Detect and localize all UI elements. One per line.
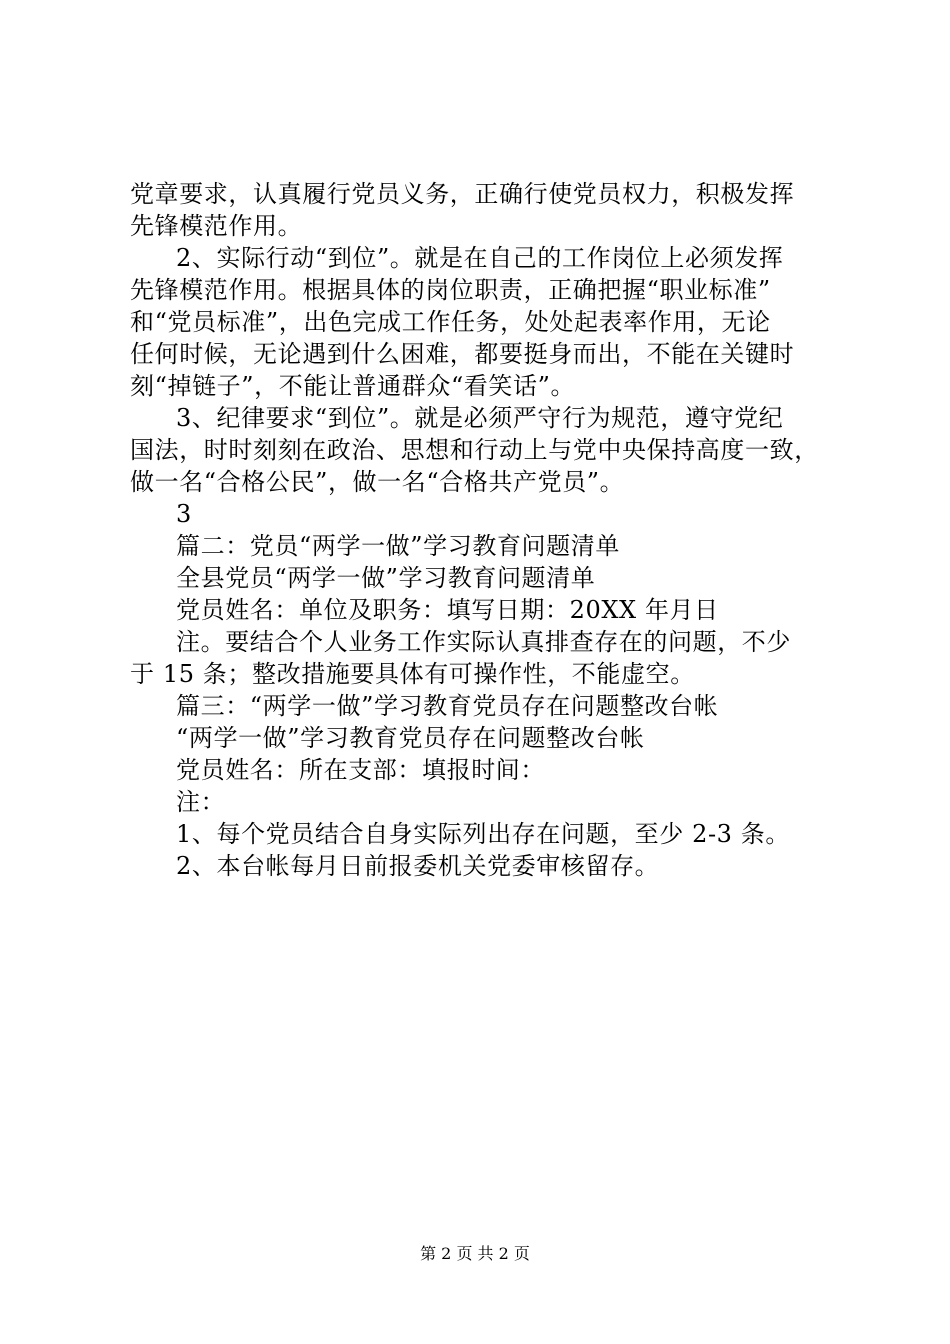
text-line: “两学一做”学习教育党员存在问题整改台帐 [176,724,645,752]
text-line: 2、本台帐每月日前报委机关党委审核留存。 [176,852,660,880]
text-line: 党章要求，认真履行党员义务，正确行使党员权力，积极发挥 [130,180,795,208]
text-line: 注。要结合个人业务工作实际认真排查存在的问题，不少 [176,628,791,656]
text-line: 3、纪律要求“到位”。就是必须严守行为规范，遵守党纪 [176,404,784,432]
section-heading: 篇三：“两学一做”学习教育党员存在问题整改台帐 [176,692,719,720]
text-line: 和“党员标准”，出色完成工作任务，处处起表率作用，无论 [130,308,771,336]
text-line: 2、实际行动“到位”。就是在自己的工作岗位上必须发挥 [176,244,784,272]
text-line: 1、每个党员结合自身实际列出存在问题，至少 2-3 条。 [176,820,790,848]
page-number-marker: 3 [176,500,192,528]
text-line: 党员姓名：所在支部：填报时间： [176,756,545,784]
text-line: 注： [176,788,226,816]
text-line: 于 15 条；整改措施要具体有可操作性，不能虚空。 [130,660,695,688]
text-line: 做一名“合格公民”，做一名“合格共产党员”。 [130,468,625,496]
text-line: 全县党员“两学一做”学习教育问题清单 [176,564,596,592]
text-line: 刻“掉链子”，不能让普通群众“看笑话”。 [130,372,576,400]
section-heading: 篇二：党员“两学一做”学习教育问题清单 [176,532,620,560]
text-line: 先锋模范作用。 [130,212,303,240]
text-line: 国法，时时刻刻在政治、思想和行动上与党中央保持高度一致， [130,436,819,464]
text-line: 先锋模范作用。根据具体的岗位职责，正确把握“职业标准” [130,276,771,304]
text-line: 党员姓名：单位及职务：填写日期：20XX 年月日 [176,596,719,624]
page-footer: 第 2 页 共 2 页 [420,1244,530,1263]
text-line: 任何时候，无论遇到什么困难，都要挺身而出，不能在关键时 [130,340,795,368]
